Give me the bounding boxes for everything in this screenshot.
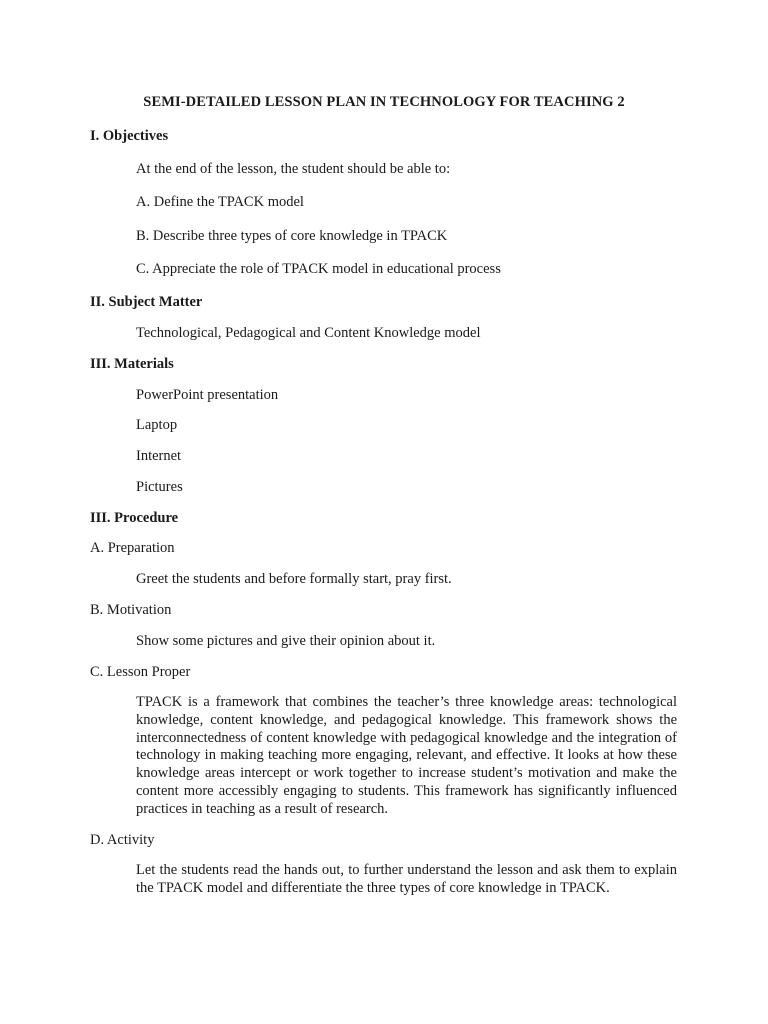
objective-item: A. Define the TPACK model bbox=[136, 194, 304, 210]
preparation-label: A. Preparation bbox=[90, 540, 175, 556]
subject-matter-heading: II. Subject Matter bbox=[90, 294, 203, 310]
procedure-heading: III. Procedure bbox=[90, 510, 179, 526]
material-item: Laptop bbox=[136, 417, 178, 433]
activity-label: D. Activity bbox=[90, 832, 155, 848]
lesson-proper-text: TPACK is a framework that combines the teacher’s three knowledge areas: technological knowledge, content knowledge, and pedagogical knowledge. This framework shows the interconnectedness of content knowledge with pedagogical knowledge and the integration of technology in making teaching more engaging, relevant, and effective. It looks at how these knowledge areas intercept or work together to increase student’s motivation and make the content more accessibly engaging to students. This framework has significantly influenced practices in teaching as a result of research. bbox=[136, 694, 677, 817]
material-item: Internet bbox=[136, 448, 182, 464]
objective-item: B. Describe three types of core knowledge in TPACK bbox=[136, 228, 448, 244]
materials-heading: III. Materials bbox=[90, 356, 174, 372]
objectives-heading: I. Objectives bbox=[90, 128, 169, 144]
document-title: SEMI-DETAILED LESSON PLAN IN TECHNOLOGY FOR TEACHING 2 bbox=[143, 94, 625, 110]
motivation-text: Show some pictures and give their opinion about it. bbox=[136, 633, 436, 649]
motivation-label: B. Motivation bbox=[90, 602, 172, 618]
objectives-intro: At the end of the lesson, the student should be able to: bbox=[136, 161, 451, 177]
activity-text: Let the students read the hands out, to further understand the lesson and ask them to explain the TPACK model and differentiate the three types of core knowledge in TPACK. bbox=[136, 862, 677, 896]
subject-matter-text: Technological, Pedagogical and Content Knowledge model bbox=[136, 325, 481, 341]
material-item: PowerPoint presentation bbox=[136, 387, 279, 403]
material-item: Pictures bbox=[136, 479, 183, 495]
lesson-proper-label: C. Lesson Proper bbox=[90, 664, 191, 680]
objective-item: C. Appreciate the role of TPACK model in educational process bbox=[136, 261, 501, 277]
preparation-text: Greet the students and before formally start, pray first. bbox=[136, 571, 452, 587]
